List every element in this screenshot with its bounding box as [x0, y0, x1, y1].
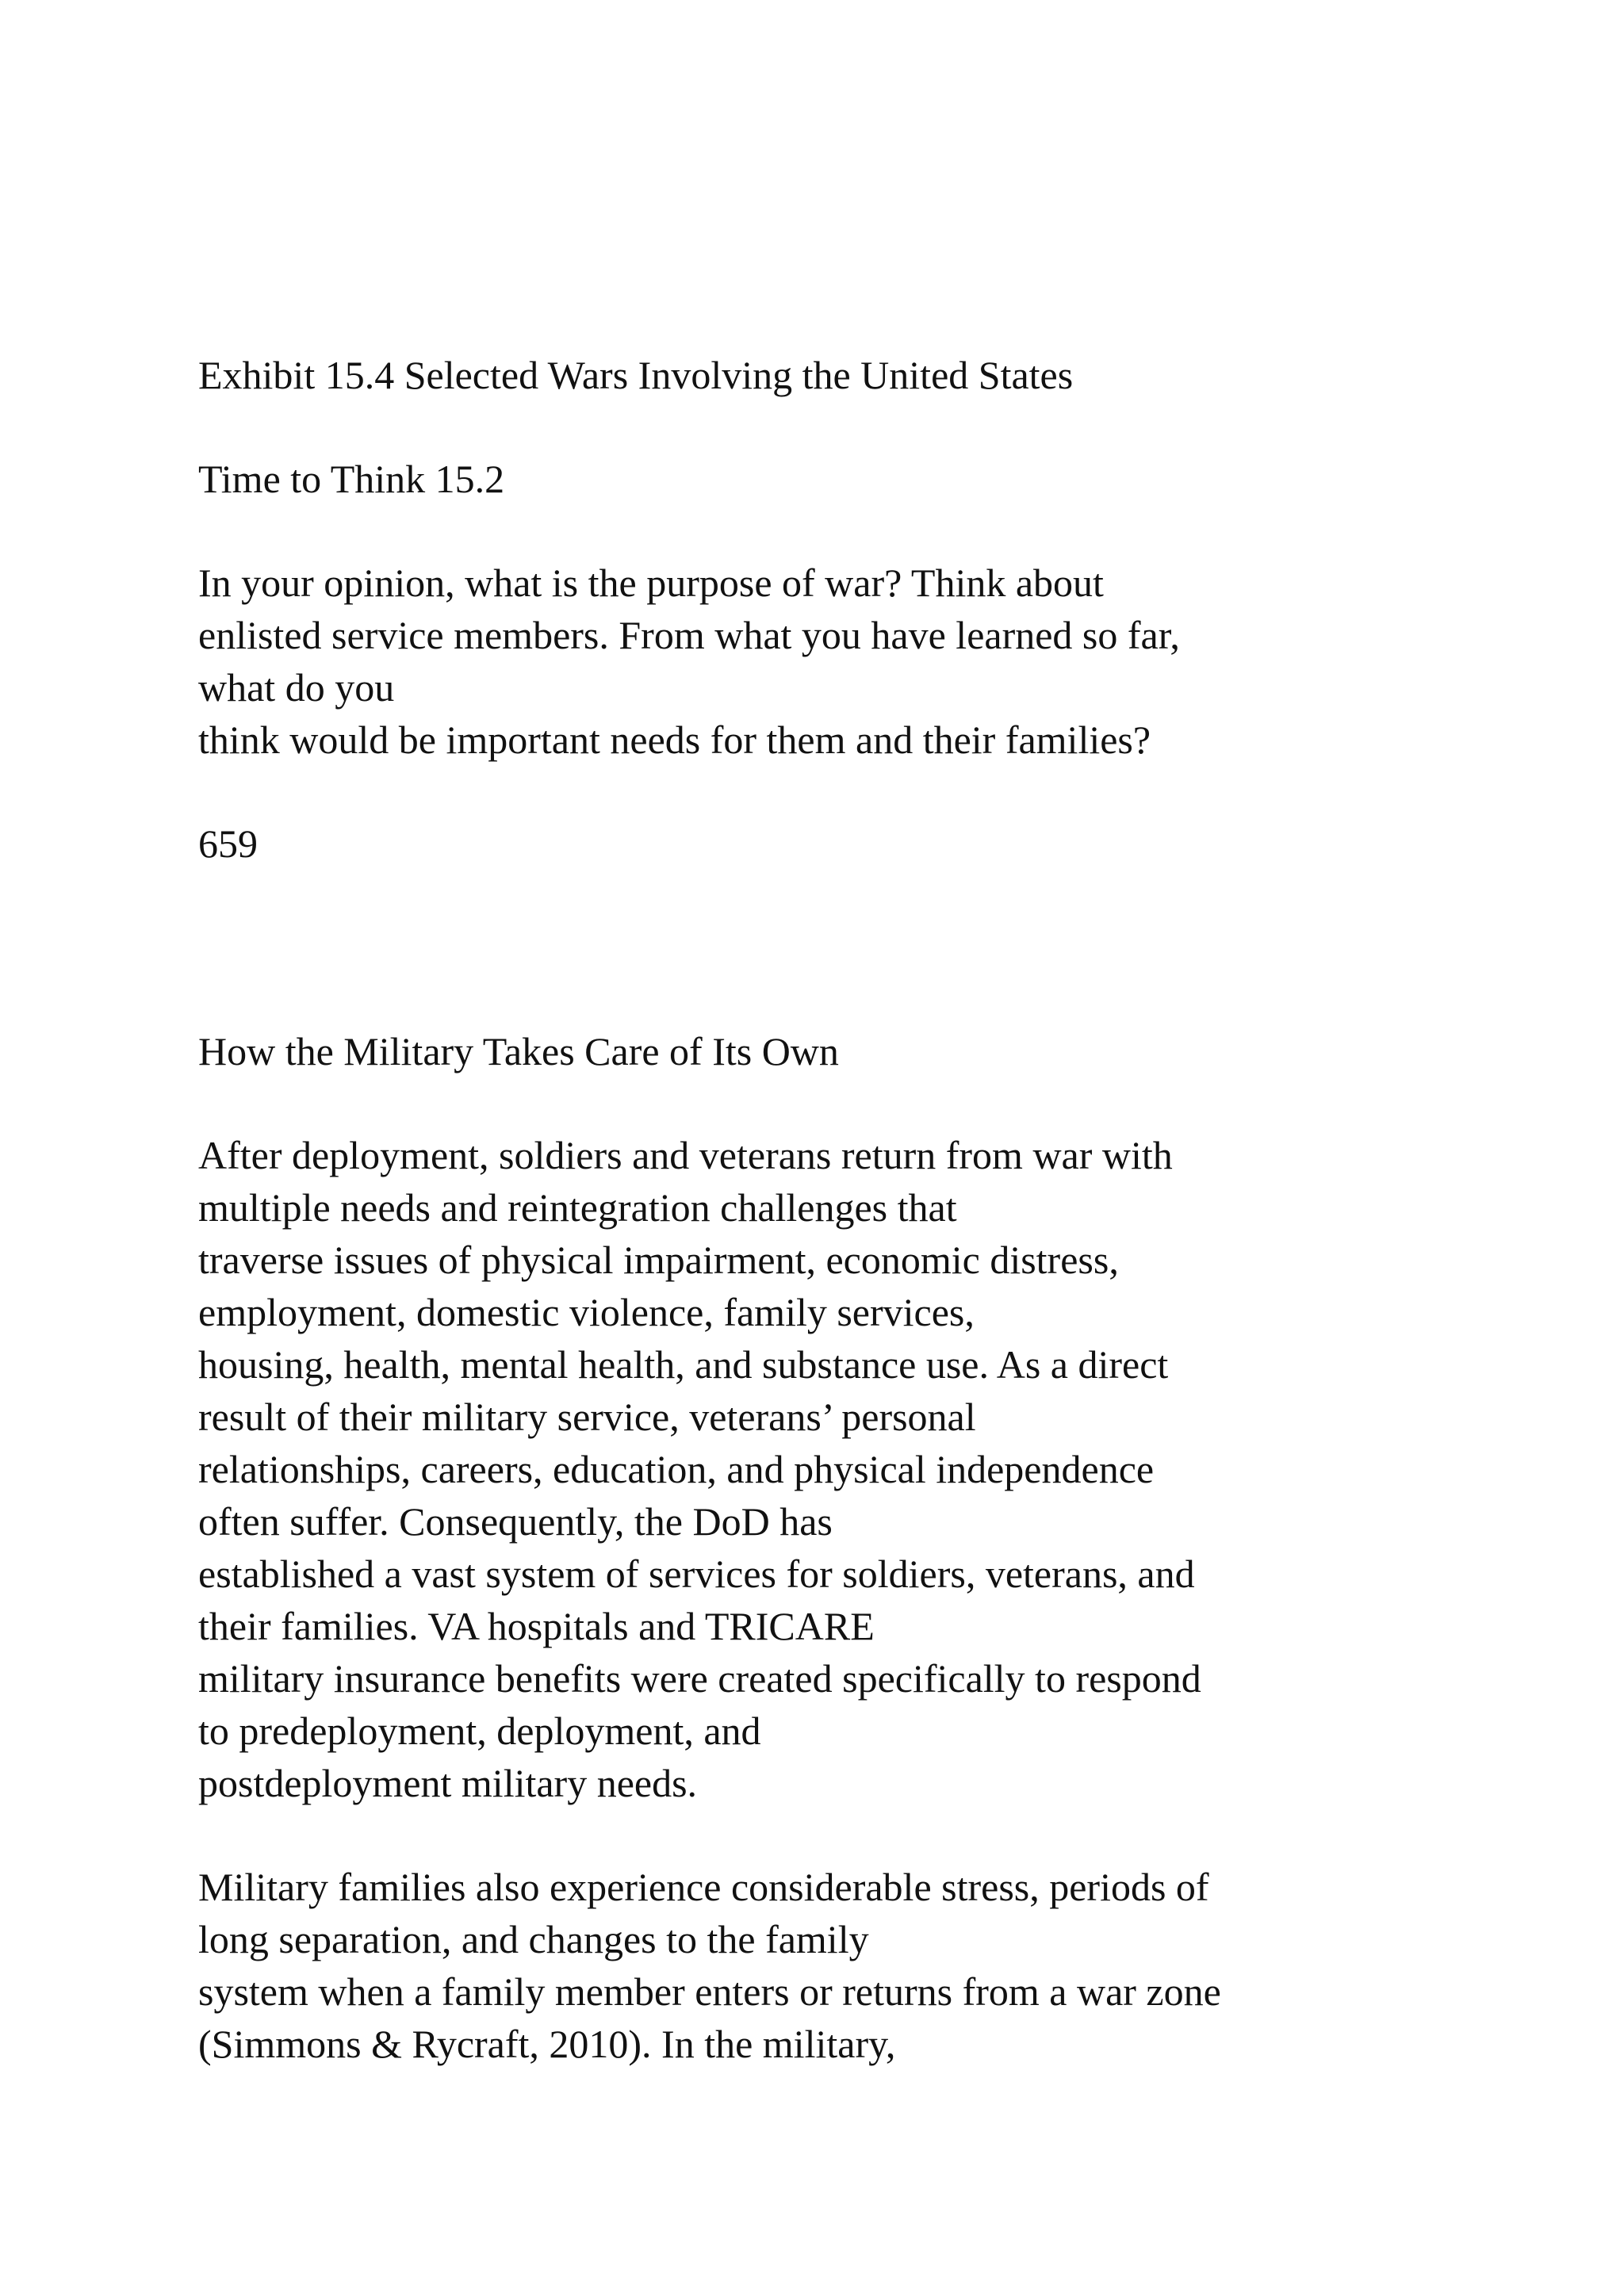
- text-line: their families. VA hospitals and TRICARE: [198, 1604, 875, 1648]
- exhibit-title: Exhibit 15.4 Selected Wars Involving the United States: [198, 353, 1074, 397]
- paragraph-1: [198, 1129, 1515, 1809]
- text-line: result of their military service, veterans’ personal: [198, 1395, 976, 1439]
- time-to-think-heading: Time to Think 15.2: [198, 457, 505, 501]
- text-line: In your opinion, what is the purpose of war? Think about: [198, 561, 1104, 605]
- text-line: housing, health, mental health, and substance use. As a direct: [198, 1342, 1169, 1387]
- text-line: often suffer. Consequently, the DoD has: [198, 1499, 833, 1544]
- text-line: system when a family member enters or returns from a war zone: [198, 1969, 1221, 2014]
- text-line: think would be important needs for them and their families?: [198, 718, 1151, 762]
- text-line: what do you: [198, 665, 395, 710]
- text-line: to predeployment, deployment, and: [198, 1709, 761, 1753]
- time-to-think-question: [198, 557, 1515, 766]
- text-line: enlisted service members. From what you have learned so far,: [198, 613, 1180, 657]
- text-line: After deployment, soldiers and veterans return from war with: [198, 1133, 1173, 1177]
- paragraph-2: [198, 1861, 1515, 2070]
- text-line: employment, domestic violence, family services,: [198, 1290, 975, 1334]
- text-line: (Simmons & Rycraft, 2010). In the military,: [198, 2022, 896, 2066]
- text-line: Military families also experience considerable stress, periods of: [198, 1865, 1209, 1909]
- text-line: multiple needs and reintegration challenges that: [198, 1185, 957, 1230]
- text-line: relationships, careers, education, and physical independence: [198, 1447, 1155, 1491]
- text-line: traverse issues of physical impairment, economic distress,: [198, 1238, 1119, 1282]
- spacer: [198, 401, 1515, 453]
- text-line: long separation, and changes to the family: [198, 1917, 869, 1961]
- page-break-spacer: [198, 870, 1515, 1025]
- text-line: military insurance benefits were created specifically to respond: [198, 1656, 1201, 1701]
- document-page: [198, 349, 1515, 2070]
- text-line: postdeployment military needs.: [198, 1761, 698, 1805]
- spacer: [198, 1809, 1515, 1861]
- spacer: [198, 505, 1515, 557]
- text-line: established a vast system of services for soldiers, veterans, and: [198, 1552, 1195, 1596]
- page-number: 659: [198, 821, 258, 866]
- section-heading: How the Military Takes Care of Its Own: [198, 1029, 839, 1073]
- spacer: [198, 1077, 1515, 1129]
- spacer: [198, 766, 1515, 817]
